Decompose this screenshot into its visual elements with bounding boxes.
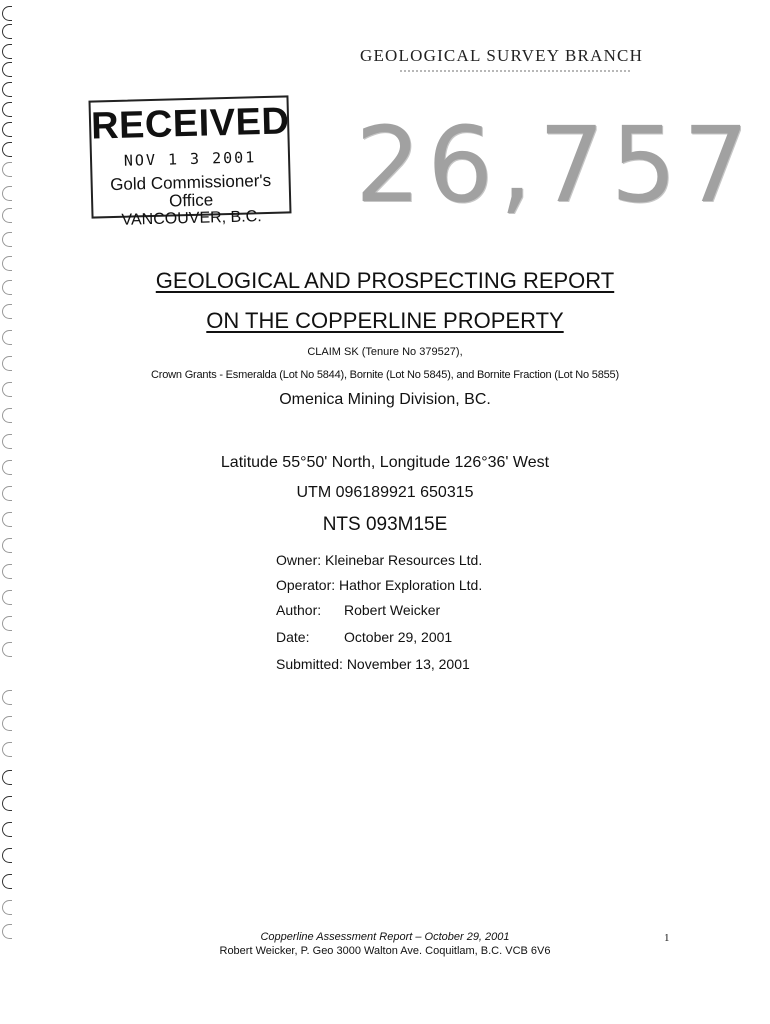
date-label: Date: — [276, 629, 310, 645]
claim-line: CLAIM SK (Tenure No 379527), — [307, 346, 463, 358]
report-title-line2: ON THE COPPERLINE PROPERTY — [206, 308, 564, 333]
utm-coordinates: UTM 096189921 650315 — [296, 484, 474, 501]
owner-line: Owner: Kleinebar Resources Ltd. — [276, 552, 483, 568]
submitted-line: Submitted: November 13, 2001 — [276, 656, 470, 672]
author-label: Author: — [276, 602, 322, 618]
date-line — [276, 629, 452, 645]
stamp-city: VANCOUVER, B.C. — [121, 208, 262, 229]
author-value: Robert Weicker — [344, 602, 441, 618]
author-line — [276, 602, 440, 618]
survey-branch-header: GEOLOGICAL SURVEY BRANCH — [360, 46, 644, 65]
mining-division: Omenica Mining Division, BC. — [279, 391, 491, 408]
stamp-title: RECEIVED — [90, 100, 290, 148]
report-title-line1: GEOLOGICAL AND PROSPECTING REPORT — [155, 268, 615, 293]
nts-sheet: NTS 093M15E — [322, 514, 448, 535]
lat-long: Latitude 55°50' North, Longitude 126°36' West — [220, 454, 550, 471]
operator-line: Operator: Hathor Exploration Ltd. — [276, 577, 483, 593]
footer-report-line: Copperline Assessment Report – October 29, 2001 — [260, 931, 510, 943]
stamp-office: Gold Commissioner's Office — [109, 170, 272, 211]
page-number: 1 — [664, 932, 670, 944]
faded-subheader-line — [400, 70, 630, 84]
date-value: October 29, 2001 — [344, 629, 453, 645]
report-number: 26,757 — [355, 104, 755, 226]
binding-rings — [2, 0, 18, 960]
crown-grants-line: Crown Grants - Esmeralda (Lot No 5844), Bornite (Lot No 5845), and Bornite Fraction (Lot No 5855) — [151, 369, 619, 381]
footer-author-address: Robert Weicker, P. Geo 3000 Walton Ave. Coquitlam, B.C. VCB 6V6 — [219, 945, 551, 957]
stamp-date: NOV 1 3 2001 — [123, 148, 257, 170]
received-stamp — [88, 95, 291, 229]
